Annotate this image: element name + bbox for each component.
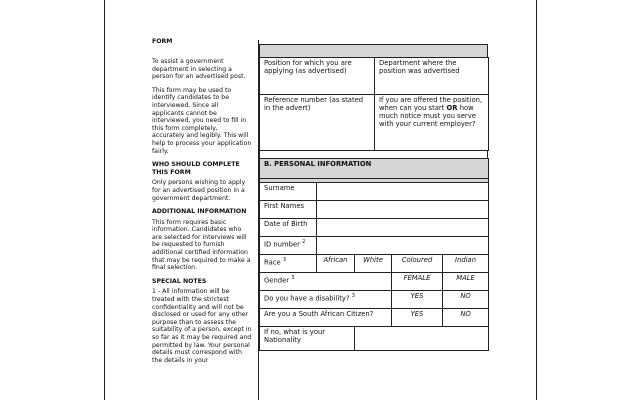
department-field[interactable] [375, 58, 489, 95]
surname-label: Surname [260, 183, 317, 201]
gender-option-male[interactable]: MALE [443, 273, 489, 291]
nationality-input[interactable] [355, 327, 489, 351]
citizen-yes[interactable]: YES [392, 309, 443, 327]
race-footnote: 3 [282, 257, 287, 263]
department-label: Department where the position was advertised [379, 59, 460, 75]
notice-label-pre: If you are offered the position, when can you start [379, 96, 483, 112]
disability-label [260, 291, 392, 309]
citizen-no[interactable]: NO [443, 309, 489, 327]
page-left-border [104, 0, 105, 400]
id-number-label [260, 237, 317, 255]
gender-label [260, 273, 392, 291]
race-text: Race [264, 258, 281, 267]
personal-info-table [259, 158, 489, 351]
race-option-african[interactable]: African [317, 255, 355, 273]
reference-field[interactable] [260, 95, 375, 151]
notice-label-or: OR [446, 104, 458, 112]
id-number-text: ID number [264, 240, 300, 249]
dob-label: Date of Birth [260, 219, 317, 237]
who-heading: WHO SHOULD COMPLETE THIS FORM [152, 161, 240, 176]
notice-field[interactable] [375, 95, 489, 151]
special-notes-heading: SPECIAL NOTES [152, 277, 207, 285]
instructions-sidebar [152, 38, 252, 370]
special-notes-text: 1 - All information will be treated with the strictest confidentiality and will not be disclosed or used for any other purpose than to assess the suitability of a person, except in so far as it may be required and permitted by law. Your personal details must correspond with the details in your [152, 288, 252, 364]
page-right-border [536, 0, 537, 400]
race-option-white[interactable]: White [355, 255, 392, 273]
citizen-label: Are you a South African Citizen? [260, 309, 392, 327]
position-label: Position for which you are applying (as advertised) [264, 59, 352, 75]
gender-footnote: 3 [291, 275, 295, 281]
who-text: Only persons wishing to apply for an advertised position in a government department. [152, 179, 246, 202]
usage-text: This form may be used to identify candidates to be interviewed. Since all applicants cannot be interviewed, you need to fill in this form completely, accurately and legibly. This will help to process your application fairly. [152, 86, 252, 155]
race-label [260, 255, 317, 273]
section-b-title: B. PERSONAL INFORMATION [260, 159, 489, 179]
id-number-input[interactable] [317, 237, 489, 255]
race-option-coloured[interactable]: Coloured [392, 255, 443, 273]
additional-text: This form requires basic information. Candidates who are selected for interviews will be requested to furnish additional certified information that may be required to make a final selection. [152, 218, 251, 272]
position-field[interactable] [260, 58, 375, 95]
sidebar-top-heading: FORM [152, 38, 173, 45]
section-spacer [259, 151, 488, 158]
disability-yes[interactable]: YES [392, 291, 443, 309]
reference-label: Reference number (as stated in the advert) [264, 96, 364, 112]
disability-no[interactable]: NO [443, 291, 489, 309]
notice-label-post: how much notice must you serve with your current employer? [379, 104, 476, 128]
id-footnote: 2 [302, 239, 306, 245]
disability-footnote: 3 [351, 293, 355, 299]
purpose-text: To assist a government department in selecting a person for an advertised post. [152, 58, 246, 81]
application-form [259, 44, 488, 351]
first-names-label: First Names [260, 201, 317, 219]
race-option-indian[interactable]: Indian [443, 255, 489, 273]
additional-heading: ADDITIONAL INFORMATION [152, 208, 247, 216]
section-a-header-strip [259, 44, 488, 57]
first-names-input[interactable] [317, 201, 489, 219]
nationality-label: If no, what is your Nationality [260, 327, 355, 351]
gender-option-female[interactable]: FEMALE [392, 273, 443, 291]
gender-text: Gender [264, 276, 290, 285]
position-table [259, 57, 489, 151]
disability-text: Do you have a disability? [264, 294, 350, 303]
dob-input[interactable] [317, 219, 489, 237]
surname-input[interactable] [317, 183, 489, 201]
